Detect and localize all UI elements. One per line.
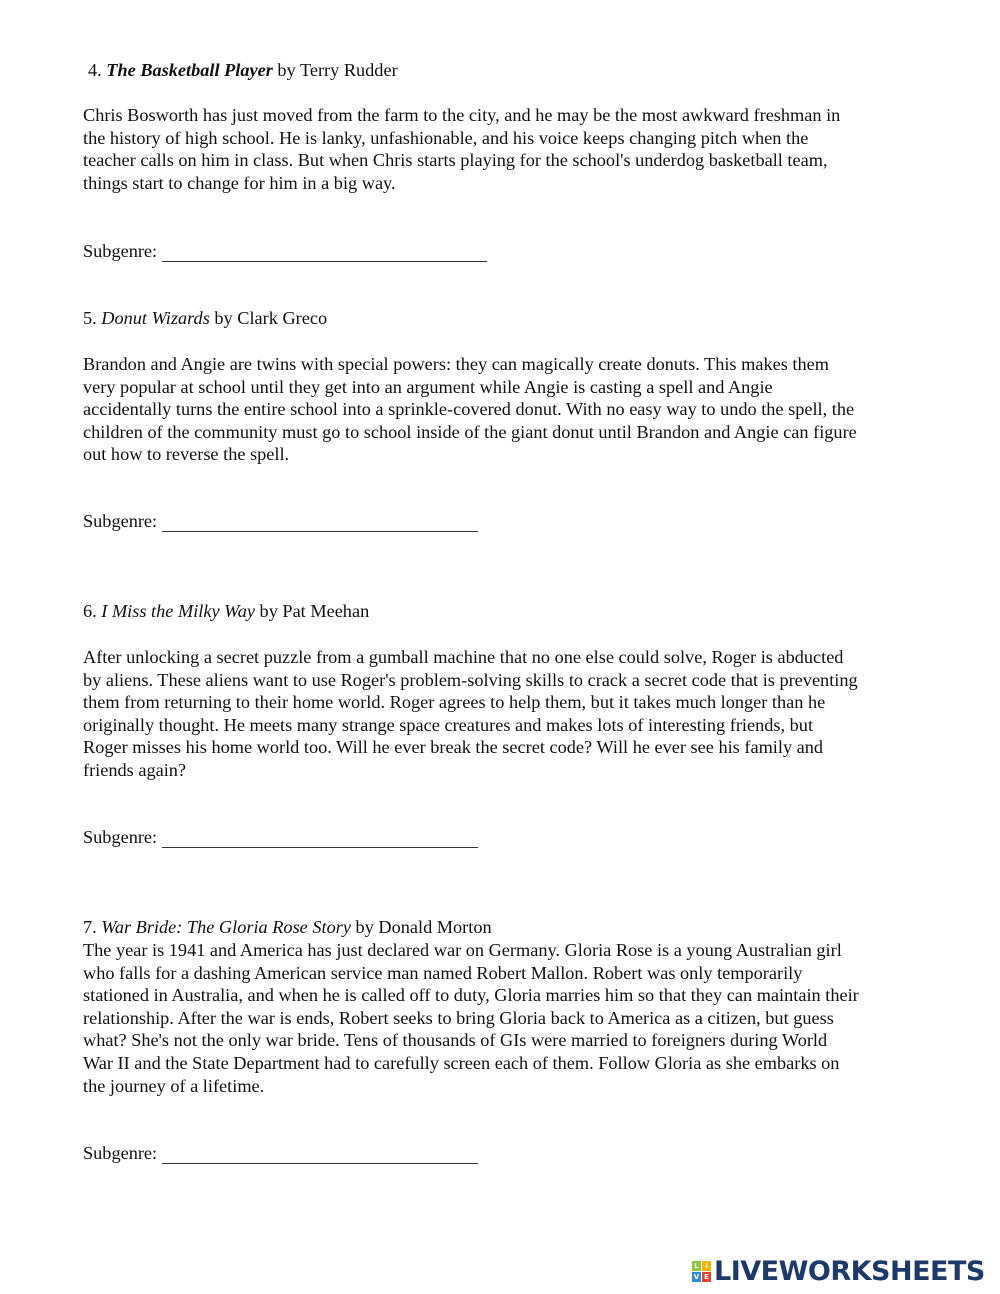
description-line: the journey of a lifetime.	[83, 1075, 265, 1096]
item-number: 7.	[83, 917, 97, 937]
description-line: The year is 1941 and America has just declared war on Germany. Gloria Rose is a young Australian girl	[83, 940, 842, 960]
item-6-heading	[83, 600, 369, 623]
book-title: The Basketball Player	[106, 60, 273, 80]
description-line: War II and the State Department had to carefully screen each of them. Follow Gloria as she embarks on	[83, 1052, 840, 1073]
logo-tile: I	[702, 1261, 711, 1271]
subgenre-input[interactable]	[162, 511, 478, 532]
description-line: originally thought. He meets many strange space creatures and makes lots of interesting friends, but	[83, 714, 814, 735]
item-5-subgenre	[83, 508, 478, 532]
description-line: the history of high school. He is lanky, unfashionable, and his voice keeps changing pitch when the	[83, 127, 809, 148]
description-line: stationed in Australia, and when he is called off to duty, Gloria marries him so that they can maintain their	[83, 985, 859, 1006]
description-line: accidentally turns the entire school into a sprinkle-covered donut. With no easy way to undo the spell, the	[83, 399, 855, 420]
subgenre-label: Subgenre:	[83, 827, 158, 847]
item-number: 4.	[88, 60, 102, 80]
item-5-description	[83, 353, 857, 466]
subgenre-input[interactable]	[162, 1143, 478, 1164]
item-4-subgenre	[83, 238, 487, 262]
book-author: by Pat Meehan	[259, 601, 370, 621]
item-7-description	[83, 939, 859, 1097]
liveworksheets-logo	[692, 1256, 985, 1287]
description-line: them from returning to their home world. Roger agrees to help them, but it takes much longer than he	[83, 692, 826, 713]
book-title: Donut Wizards	[101, 308, 210, 328]
item-number: 5.	[83, 308, 97, 328]
item-4-description	[83, 104, 840, 194]
live-tiles-icon	[692, 1261, 711, 1282]
description-line: teacher calls on him in class. But when Chris starts playing for the school's underdog basketball team,	[83, 150, 828, 171]
description-line: After unlocking a secret puzzle from a gumball machine that no one else could solve, Roger is abducted	[83, 647, 844, 667]
description-line: children of the community must go to school inside of the giant donut until Brandon and Angie can figure	[83, 421, 857, 442]
description-line: Brandon and Angie are twins with special powers: they can magically create donuts. This makes them	[83, 354, 829, 374]
description-line: who falls for a dashing American service man named Robert Mallon. Robert was only temporarily	[83, 962, 803, 983]
description-line: by aliens. These aliens want to use Roger's problem-solving skills to crack a secret code that is preventing	[83, 669, 858, 690]
book-title: I Miss the Milky Way	[101, 601, 255, 621]
description-line: very popular at school until they get into an argument while Angie is casting a spell and Angie	[83, 376, 773, 397]
logo-tile: L	[692, 1261, 701, 1271]
subgenre-label: Subgenre:	[83, 1143, 158, 1163]
description-line: things start to change for him in a big way.	[83, 172, 396, 193]
book-author: by Terry Rudder	[277, 60, 398, 80]
item-6-subgenre	[83, 824, 478, 848]
description-line: relationship. After the war is ends, Robert seeks to bring Gloria back to America as a citizen, but guess	[83, 1007, 834, 1028]
description-line: friends again?	[83, 759, 187, 780]
description-line: out how to reverse the spell.	[83, 444, 290, 465]
item-6-description	[83, 646, 858, 782]
subgenre-input[interactable]	[162, 241, 487, 262]
subgenre-label: Subgenre:	[83, 241, 158, 261]
item-7-heading	[83, 916, 492, 939]
logo-tile: V	[693, 1273, 700, 1281]
subgenre-label: Subgenre:	[83, 511, 158, 531]
book-title: War Bride: The Gloria Rose Story	[101, 917, 351, 937]
description-line: Roger misses his home world too. Will he ever break the secret code? Will he ever see his family and	[83, 737, 824, 758]
book-author: by Clark Greco	[214, 308, 328, 328]
description-line: what? She's not the only war bride. Tens of thousands of GIs were married to foreigners during World	[83, 1030, 828, 1051]
logo-tile: E	[702, 1272, 711, 1282]
item-7-subgenre	[83, 1140, 478, 1164]
item-5-heading	[83, 307, 327, 330]
subgenre-input[interactable]	[162, 827, 478, 848]
logo-text: LIVEWORKSHEETS	[714, 1256, 985, 1287]
item-number: 6.	[83, 601, 97, 621]
item-4-heading	[88, 59, 398, 82]
book-author: by Donald Morton	[355, 917, 492, 937]
description-line: Chris Bosworth has just moved from the farm to the city, and he may be the most awkward freshman in	[83, 105, 841, 125]
